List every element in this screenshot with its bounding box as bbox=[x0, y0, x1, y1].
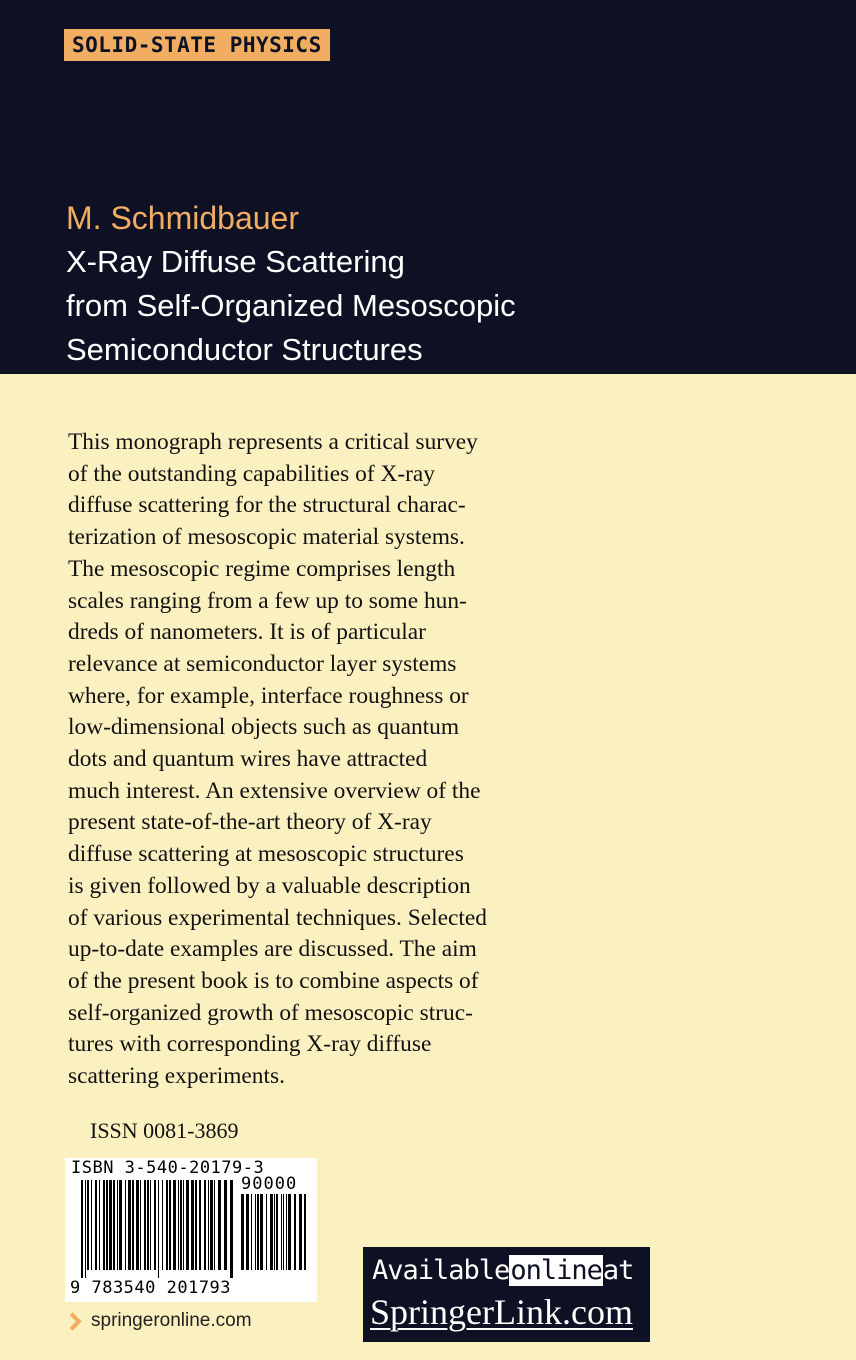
barcode-bar bbox=[103, 1180, 105, 1270]
barcode-bar bbox=[113, 1180, 115, 1270]
barcode-bar bbox=[99, 1180, 100, 1270]
barcode-bar bbox=[173, 1180, 176, 1270]
title-line: X-Ray Diffuse Scattering bbox=[66, 244, 405, 279]
online-tag: online bbox=[510, 1255, 602, 1286]
blurb-line: diffuse scattering at mesoscopic structures bbox=[68, 841, 464, 868]
blurb-line: terization of mesoscopic material systems. bbox=[68, 524, 465, 551]
springerlink-badge[interactable] bbox=[363, 1247, 650, 1342]
barcode-bar bbox=[210, 1180, 213, 1270]
header-band bbox=[0, 0, 856, 374]
website-link[interactable] bbox=[64, 1310, 252, 1332]
barcode-bar bbox=[288, 1194, 291, 1270]
addon-digits: 90000 bbox=[241, 1174, 298, 1194]
barcode-bar bbox=[136, 1180, 139, 1270]
barcode-bar bbox=[186, 1180, 189, 1270]
barcode-bar bbox=[87, 1180, 89, 1270]
barcode-bar bbox=[140, 1180, 141, 1270]
series-label: SOLID-STATE PHYSICS bbox=[64, 29, 330, 61]
barcode-bar bbox=[241, 1194, 244, 1270]
barcode-bar bbox=[132, 1180, 134, 1270]
barcode-bar bbox=[270, 1194, 273, 1270]
barcode-bar bbox=[195, 1180, 197, 1270]
barcode-bar bbox=[255, 1194, 256, 1270]
barcode-bar bbox=[180, 1180, 182, 1270]
barcode-bar bbox=[257, 1194, 259, 1270]
barcode-bar bbox=[276, 1194, 278, 1270]
barcode-bar bbox=[95, 1180, 97, 1270]
barcode-bar bbox=[286, 1194, 287, 1270]
blurb-line: of various experimental techniques. Selected bbox=[68, 904, 487, 931]
blurb-line: scattering experiments. bbox=[68, 1063, 285, 1090]
barcode-bar bbox=[304, 1194, 306, 1270]
available-word: Available bbox=[372, 1255, 510, 1286]
title-line: from Self-Organized Mesoscopic bbox=[66, 288, 516, 323]
barcode-bar bbox=[125, 1180, 126, 1270]
book-title bbox=[66, 240, 766, 372]
barcode-bar bbox=[260, 1194, 263, 1270]
addon-barcode-bars bbox=[241, 1194, 307, 1278]
blurb-line: of the outstanding capabilities of X-ray bbox=[68, 460, 435, 487]
ean-barcode-bars bbox=[81, 1180, 233, 1278]
blurb-line: is given followed by a valuable description bbox=[68, 872, 471, 899]
barcode-bar bbox=[85, 1180, 86, 1278]
barcode-bar bbox=[204, 1180, 206, 1270]
blurb-line: dreds of nanometers. It is of particular bbox=[68, 619, 426, 646]
chevron-right-icon bbox=[63, 1312, 81, 1330]
barcode-bar bbox=[128, 1180, 131, 1270]
barcode-bar bbox=[251, 1194, 252, 1270]
issn-number: ISSN 0081-3869 bbox=[90, 1118, 239, 1143]
barcode-bar bbox=[169, 1180, 171, 1270]
website-url: springeronline.com bbox=[91, 1310, 252, 1331]
barcode-bar bbox=[117, 1180, 118, 1270]
barcode-bar bbox=[283, 1194, 284, 1270]
barcode-bar bbox=[154, 1180, 156, 1270]
barcode-bar bbox=[246, 1194, 249, 1270]
barcode-bar bbox=[281, 1194, 282, 1270]
barcode-bar bbox=[158, 1180, 159, 1278]
barcode-bar bbox=[144, 1180, 146, 1270]
blurb-line: up-to-date examples are discussed. The aim bbox=[68, 936, 477, 963]
barcode-bar bbox=[299, 1194, 302, 1270]
barcode-bar bbox=[274, 1194, 275, 1270]
author-name: M. Schmidbauer bbox=[66, 200, 299, 236]
barcode-bar bbox=[178, 1180, 179, 1270]
blurb-line: self-organized growth of mesoscopic struc- bbox=[68, 999, 473, 1026]
available-online-text bbox=[372, 1253, 633, 1289]
barcode-bar bbox=[199, 1180, 201, 1270]
barcode-bar bbox=[266, 1194, 267, 1270]
title-line: Semiconductor Structures bbox=[66, 332, 423, 367]
blurb-line: diffuse scattering for the structural charac- bbox=[68, 492, 466, 519]
blurb-line: tures with corresponding X-ray diffuse bbox=[68, 1031, 432, 1058]
barcode-bar bbox=[166, 1180, 168, 1270]
barcode-bar bbox=[119, 1180, 122, 1270]
barcode-bar bbox=[218, 1180, 221, 1270]
barcode-bar bbox=[81, 1180, 83, 1278]
blurb-line: This monograph represents a critical survey bbox=[68, 429, 478, 455]
blurb-line: of the present book is to combine aspects of bbox=[68, 967, 479, 994]
blurb-line: dots and quantum wires have attracted bbox=[68, 746, 428, 773]
barcode-bar bbox=[109, 1180, 112, 1270]
barcode-bar bbox=[224, 1180, 227, 1270]
barcode-bar bbox=[214, 1180, 215, 1270]
barcode-bar bbox=[183, 1180, 184, 1270]
blurb-line: scales ranging from a few up to some hun- bbox=[68, 587, 467, 614]
blurb-line: much interest. An extensive overview of the bbox=[68, 777, 481, 804]
blurb-line: The mesoscopic regime comprises length bbox=[68, 555, 456, 582]
isbn-label: ISBN 3-540-20179-3 bbox=[71, 1158, 265, 1178]
blurb-line: present state-of-the-art theory of X-ray bbox=[68, 809, 432, 836]
ean-digits: 9 783540 201793 bbox=[70, 1278, 232, 1298]
barcode-bar bbox=[150, 1180, 151, 1270]
isbn-barcode bbox=[65, 1158, 317, 1302]
barcode-bar bbox=[91, 1180, 92, 1270]
barcode-bar bbox=[162, 1180, 163, 1270]
barcode-bar bbox=[294, 1194, 296, 1270]
blurb-text bbox=[68, 427, 558, 1093]
blurb-line: relevance at semiconductor layer systems bbox=[68, 650, 457, 677]
at-word: at bbox=[602, 1255, 634, 1286]
blurb-line: where, for example, interface roughness or bbox=[68, 682, 469, 709]
springerlink-brand: SpringerLink.com bbox=[370, 1292, 633, 1332]
blurb-line: low-dimensional objects such as quantum bbox=[68, 714, 460, 741]
barcode-bar bbox=[230, 1180, 233, 1278]
barcode-bar bbox=[191, 1180, 194, 1270]
barcode-bar bbox=[208, 1180, 209, 1270]
barcode-bar bbox=[147, 1180, 149, 1270]
barcode-bar bbox=[106, 1180, 108, 1270]
